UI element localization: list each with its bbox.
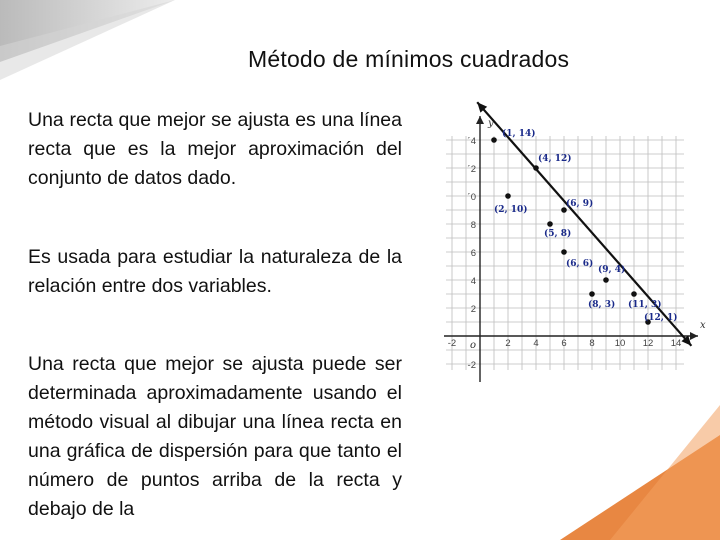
x-tick-label: 6 (561, 338, 567, 349)
x-tick-label: -2 (447, 338, 457, 349)
data-label: (2, 10) (494, 205, 528, 215)
y-tick-label: 2 (470, 304, 476, 315)
data-point (491, 137, 497, 143)
data-point (561, 249, 567, 255)
slide-title: Método de mínimos cuadrados (248, 46, 570, 72)
data-label: (6, 9) (566, 199, 594, 209)
x-tick-label: 2 (505, 338, 511, 349)
data-label: (6, 6) (566, 259, 594, 269)
y-tick-label: ´4 (467, 136, 476, 147)
x-tick-label: 10 (614, 338, 626, 349)
paragraph-method: Una recta que mejor se ajusta puede ser determinada aproximadamente usando el método visual al dibujar una línea recta en una gráfica de dispersión para que tanto el número de puntos arriba de la recta y debajo de la (28, 353, 402, 520)
data-label: (4, 12) (538, 154, 572, 164)
paragraph-definition: Una recta que mejor se ajusta es una línea recta que es la mejor aproximación del conjunto de datos dado. (28, 109, 402, 189)
x-axis-arrow-icon (690, 332, 698, 340)
y-axis-label: y (488, 118, 494, 129)
x-tick-label: 12 (642, 338, 654, 349)
y-tick-label: -2 (467, 360, 476, 371)
y-tick-label: ´2 (467, 164, 476, 175)
x-axis-label: x (700, 320, 706, 331)
data-point (603, 277, 609, 283)
y-tick-label: ´0 (467, 192, 476, 203)
data-point (505, 193, 511, 199)
data-label: (1, 14) (502, 129, 536, 139)
x-tick-label: 8 (589, 338, 595, 349)
data-label: (8, 3) (588, 300, 616, 310)
origin-label: o (470, 340, 477, 351)
data-point (631, 291, 637, 297)
data-label: (9, 4) (598, 265, 626, 275)
paragraph-purpose: Es usada para estudiar la naturaleza de la relación entre dos variables. (28, 246, 402, 297)
x-tick-label: 14 (670, 338, 682, 349)
data-label: (12, 1) (644, 313, 678, 323)
x-tick-label: 4 (533, 338, 539, 349)
y-tick-label: 6 (470, 248, 476, 259)
bottom-right-swoosh-light (610, 405, 720, 540)
data-point (589, 291, 595, 297)
data-label: (11, 3) (628, 300, 662, 310)
data-label: (5, 8) (544, 229, 572, 239)
y-tick-label: 4 (470, 276, 476, 287)
data-point (547, 221, 553, 227)
y-tick-label: 8 (470, 220, 476, 231)
y-axis-arrow-icon (476, 116, 484, 124)
data-point (533, 165, 539, 171)
scatter-plot (430, 96, 712, 386)
